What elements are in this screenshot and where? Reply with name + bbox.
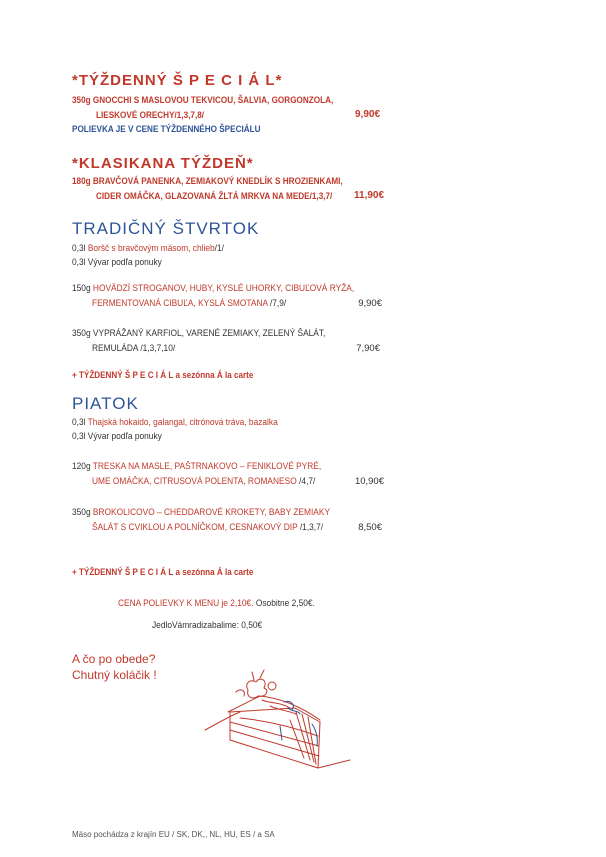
friday-dish1-qty: 120g — [72, 461, 93, 472]
friday-dish1-desc1: TRESKA NA MASLE, PAŠTRNAKOVO – FENIKLOVÉ PYRÉ, — [92, 461, 322, 472]
meat-origin-footer: Mäso pochádza z krajín EU / SK, DK,, NL, HU, ES / a SA — [72, 830, 275, 839]
friday-soup1-qty: 0,3l — [72, 417, 88, 428]
dessert-tagline: Chutný koláčik ! — [72, 668, 157, 682]
thursday-plus-line: + TÝŽDENNÝ Š P E C I Á L a sezónna Á la carte — [72, 370, 254, 380]
thursday-dish1-line2 — [92, 298, 286, 309]
friday-dish1-line1 — [72, 461, 321, 472]
friday-dish1-line2 — [92, 476, 315, 487]
friday-dish2-qty: 350g — [72, 507, 93, 518]
thursday-dish1-desc1: HOVÄDZÍ STROGANOV, HUBY, KYSLÉ UHORKY, CIBUĽOVÁ RYŽA, — [92, 283, 355, 294]
classic-week-line1: 180g BRAVČOVÁ PANENKA, ZEMIAKOVÝ KNEDLÍK S HROZIENKAMI, — [72, 176, 343, 187]
friday-title: PIATOK — [72, 394, 139, 413]
friday-soup1-name: Thajská hokaido, galangal, citrónová tráva, bazalka — [87, 417, 278, 428]
friday-dish2-price: 8,50€ — [358, 522, 382, 533]
thursday-dish2-line1: 350g VYPRÁŽANÝ KARFIOL, VARENÉ ZEMIAKY, ZELENÝ ŠALÁT, — [72, 328, 326, 339]
friday-plus-line: + TÝŽDENNÝ Š P E C I Á L a sezónna Á la carte — [72, 567, 254, 577]
friday-dish2-allergens: /1,3,7/ — [297, 522, 324, 533]
thursday-dish1-qty: 150g — [72, 283, 93, 294]
friday-dish2-line1 — [72, 507, 330, 518]
friday-soup2: 0,3l Vývar podľa ponuky — [72, 431, 162, 442]
friday-dish1-desc2: UME OMÁČKA, CITRUSOVÁ POLENTA, ROMANESO — [92, 476, 297, 487]
weekly-special-line2: LIESKOVÉ ORECHY/1,3,7,8/ — [96, 110, 205, 121]
thursday-dish1-desc2: FERMENTOVANÁ CIBUĽA, KYSLÁ SMOTANA — [92, 298, 268, 309]
weekly-special-note: POLIEVKA JE V CENE TÝŽDENNÉHO ŠPECIÁLU — [72, 124, 261, 135]
soup-price-text: CENA POLIEVKY K MENU je 2,10€. — [118, 598, 254, 609]
friday-soup1 — [72, 417, 278, 428]
thursday-dish1-allergens: /7,9/ — [267, 298, 287, 309]
thursday-soup1-name: Boršč s bravčovým mäsom, chlieb — [87, 243, 215, 254]
thursday-soup1-qty: 0,3l — [72, 243, 88, 254]
thursday-dish1-price: 9,90€ — [358, 298, 382, 309]
soup-price-line — [118, 598, 315, 609]
soup-price-separate: Osobitne 2,50€. — [253, 598, 315, 609]
thursday-dish2-line2: REMULÁDA /1,3,7,10/ — [92, 343, 176, 354]
weekly-special-line1: 350g GNOCCHI S MASLOVOU TEKVICOU, ŠALVIA, GORGONZOLA, — [72, 95, 334, 106]
friday-dish1-allergens: /4,7/ — [296, 476, 316, 487]
cake-slice-illustration-icon — [200, 650, 360, 780]
classic-week-price: 11,90€ — [354, 190, 385, 201]
weekly-special-title: *TÝŽDENNÝ Š P E C I Á L* — [72, 72, 283, 89]
friday-dish2-line2 — [92, 522, 323, 533]
thursday-soup1 — [72, 243, 224, 254]
thursday-soup2: 0,3l Vývar podľa ponuky — [72, 257, 162, 268]
friday-dish1-price: 10,90€ — [354, 476, 384, 487]
classic-week-line2: CIDER OMÁČKA, GLAZOVANÁ ŽLTÁ MRKVA NA MEDE/1,3,7/ — [96, 191, 333, 202]
thursday-title: TRADIČNÝ ŠTVRTOK — [72, 219, 260, 238]
classic-week-title: *KLASIKANA TÝŽDEŇ* — [72, 155, 254, 172]
thursday-soup1-allergens: /1/ — [214, 243, 224, 254]
packaging-price: JedloVámradizabalime: 0,50€ — [152, 620, 263, 631]
dessert-question: A čo po obede? — [72, 652, 156, 666]
thursday-dish2-price: 7,90€ — [356, 343, 380, 354]
thursday-dish1-line1 — [72, 283, 354, 294]
weekly-special-price: 9,90€ — [355, 109, 381, 120]
friday-dish2-desc2: ŠALÁT S CVIKLOU A POLNÍČKOM, CESNAKOVÝ DIP — [92, 522, 298, 533]
friday-dish2-desc1: BROKOLICOVO – CHEDDAROVÉ KROKETY, BABY ZEMIAKY — [92, 507, 331, 518]
